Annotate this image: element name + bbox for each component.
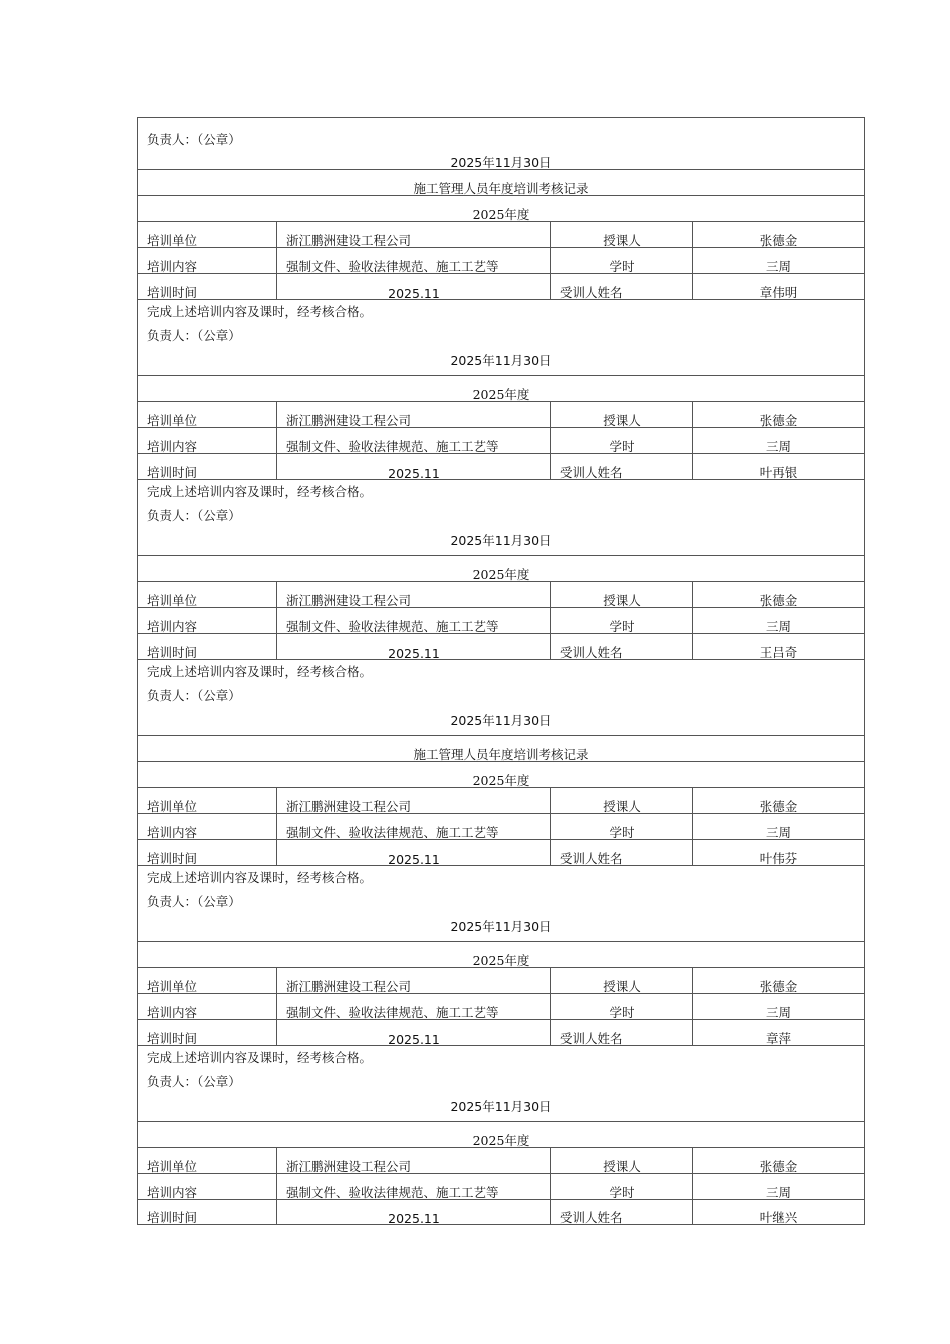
time-label: 培训时间 [147, 851, 198, 865]
training-record-document [137, 117, 865, 1225]
unit-label-cell [138, 968, 276, 993]
teacher-value: 张德金 [759, 799, 798, 813]
content-label: 培训内容 [147, 825, 198, 839]
training-record [137, 555, 865, 735]
trainee-label: 受训人姓名 [560, 1031, 623, 1045]
content-label-cell [138, 608, 276, 633]
record-year: 2025年度 [472, 1133, 530, 1148]
hours-value: 三周 [765, 619, 791, 633]
year-row [137, 375, 865, 401]
hours-label-cell [550, 428, 693, 453]
content-value: 强制文件、验收法律规范、施工工艺等 [286, 259, 499, 273]
record-title: 施工管理人员年度培训考核记录 [413, 181, 589, 196]
responsible-label: 负责人：（公章） [147, 688, 241, 703]
teacher-label-cell [550, 788, 693, 813]
unit-label: 培训单位 [147, 1159, 198, 1173]
time-value: 2025.11 [388, 852, 440, 865]
unit-label: 培训单位 [147, 979, 198, 993]
trainee-label-cell [550, 274, 693, 299]
trainee-label-cell [550, 634, 693, 659]
hours-label: 学时 [609, 1005, 635, 1019]
completion-row [137, 299, 865, 375]
time-label-cell [138, 1200, 276, 1224]
content-label-cell [138, 248, 276, 273]
unit-label: 培训单位 [147, 413, 198, 427]
year-row [137, 195, 865, 221]
content-row [137, 1173, 865, 1199]
record-year: 2025年度 [472, 953, 530, 968]
time-value-cell [276, 634, 551, 659]
unit-value: 浙江鹏洲建设工程公司 [286, 799, 412, 813]
hours-label-cell [550, 248, 693, 273]
record-year: 2025年度 [472, 207, 530, 222]
content-label-cell [138, 814, 276, 839]
teacher-label: 授课人 [603, 979, 641, 993]
record-year: 2025年度 [472, 773, 530, 788]
trainee-name: 章萍 [765, 1031, 791, 1045]
teacher-value: 张德金 [759, 233, 798, 247]
trainee-name: 叶伟芬 [759, 851, 798, 865]
teacher-label-cell [550, 968, 693, 993]
trainee-label: 受训人姓名 [560, 465, 623, 479]
teacher-label-cell [550, 402, 693, 427]
hours-value-cell [692, 428, 864, 453]
content-row [137, 813, 865, 839]
unit-value: 浙江鹏洲建设工程公司 [286, 593, 412, 607]
teacher-value-cell [692, 1148, 864, 1173]
hours-value: 三周 [765, 439, 791, 453]
time-label: 培训时间 [147, 645, 198, 659]
content-row [137, 993, 865, 1019]
trainee-name-cell [692, 840, 864, 865]
unit-value-cell [276, 1148, 551, 1173]
time-label: 培训时间 [147, 1031, 198, 1045]
content-value-cell [276, 248, 551, 273]
hours-label: 学时 [609, 259, 635, 273]
hours-value: 三周 [765, 259, 791, 273]
year-row [137, 1121, 865, 1147]
content-value: 强制文件、验收法律规范、施工工艺等 [286, 1185, 499, 1199]
content-label-cell [138, 428, 276, 453]
completion-text: 完成上述培训内容及课时，经考核合格。 [147, 870, 373, 885]
hours-label: 学时 [609, 1185, 635, 1199]
trainee-name: 叶继兴 [759, 1210, 798, 1224]
time-label: 培训时间 [147, 465, 198, 479]
trainee-label-cell [550, 454, 693, 479]
completion-text: 完成上述培训内容及课时，经考核合格。 [147, 664, 373, 679]
content-value: 强制文件、验收法律规范、施工工艺等 [286, 1005, 499, 1019]
unit-value-cell [276, 788, 551, 813]
teacher-label-cell [550, 582, 693, 607]
unit-label: 培训单位 [147, 799, 198, 813]
content-row [137, 607, 865, 633]
content-value: 强制文件、验收法律规范、施工工艺等 [286, 439, 499, 453]
content-value: 强制文件、验收法律规范、施工工艺等 [286, 619, 499, 633]
time-value: 2025.11 [388, 1211, 440, 1224]
unit-row [137, 221, 865, 247]
trainee-name-cell [692, 1020, 864, 1045]
hours-value: 三周 [765, 825, 791, 839]
record-title: 施工管理人员年度培训考核记录 [413, 747, 589, 762]
record-year: 2025年度 [472, 387, 530, 402]
unit-row [137, 581, 865, 607]
hours-value-cell [692, 248, 864, 273]
teacher-value-cell [692, 968, 864, 993]
hours-value-cell [692, 608, 864, 633]
time-value-cell [276, 1200, 551, 1224]
completion-text: 完成上述培训内容及课时，经考核合格。 [147, 1050, 373, 1065]
time-value: 2025.11 [388, 286, 440, 299]
hours-value: 三周 [765, 1005, 791, 1019]
trainee-name-cell [692, 1200, 864, 1224]
unit-label: 培训单位 [147, 593, 198, 607]
hours-value-cell [692, 1174, 864, 1199]
teacher-value-cell [692, 222, 864, 247]
content-label-cell [138, 1174, 276, 1199]
completion-row [137, 479, 865, 555]
unit-label: 培训单位 [147, 233, 198, 247]
unit-row [137, 1147, 865, 1173]
time-value-cell [276, 454, 551, 479]
sign-date: 2025年11月30日 [450, 1099, 552, 1114]
teacher-label: 授课人 [603, 799, 641, 813]
teacher-label-cell [550, 222, 693, 247]
trainee-label: 受训人姓名 [560, 645, 623, 659]
hours-label: 学时 [609, 825, 635, 839]
teacher-value-cell [692, 582, 864, 607]
trainee-name: 章伟明 [759, 285, 798, 299]
teacher-value-cell [692, 402, 864, 427]
time-label: 培训时间 [147, 1210, 198, 1224]
time-value: 2025.11 [388, 1032, 440, 1045]
trainee-label-cell [550, 840, 693, 865]
teacher-label: 授课人 [603, 233, 641, 247]
hours-label-cell [550, 1174, 693, 1199]
content-row [137, 427, 865, 453]
hours-label-cell [550, 814, 693, 839]
year-row [137, 761, 865, 787]
content-value-cell [276, 1174, 551, 1199]
unit-label-cell [138, 402, 276, 427]
training-record [137, 375, 865, 555]
content-value-cell [276, 994, 551, 1019]
time-row [137, 839, 865, 865]
time-row [137, 633, 865, 659]
responsible-label: 负责人：（公章） [147, 1074, 241, 1089]
time-label-cell [138, 840, 276, 865]
time-row [137, 1019, 865, 1045]
unit-value: 浙江鹏洲建设工程公司 [286, 979, 412, 993]
completion-row [137, 865, 865, 941]
hours-value-cell [692, 814, 864, 839]
teacher-value-cell [692, 788, 864, 813]
content-value: 强制文件、验收法律规范、施工工艺等 [286, 825, 499, 839]
responsible-label: 负责人：（公章） [147, 508, 241, 523]
content-label: 培训内容 [147, 259, 198, 273]
unit-value: 浙江鹏洲建设工程公司 [286, 1159, 412, 1173]
teacher-label: 授课人 [603, 593, 641, 607]
hours-label-cell [550, 608, 693, 633]
year-row [137, 555, 865, 581]
unit-row [137, 787, 865, 813]
training-record [137, 195, 865, 375]
trainee-name-cell [692, 274, 864, 299]
responsible-label: 负责人：（公章） [147, 132, 241, 147]
unit-value: 浙江鹏洲建设工程公司 [286, 233, 412, 247]
completion-text: 完成上述培训内容及课时，经考核合格。 [147, 484, 373, 499]
hours-label-cell [550, 994, 693, 1019]
trainee-name-cell [692, 634, 864, 659]
hours-value-cell [692, 994, 864, 1019]
teacher-label: 授课人 [603, 1159, 641, 1173]
sign-date: 2025年11月30日 [450, 533, 552, 548]
unit-label-cell [138, 582, 276, 607]
unit-value-cell [276, 968, 551, 993]
teacher-value: 张德金 [759, 593, 798, 607]
content-label: 培训内容 [147, 439, 198, 453]
unit-label-cell [138, 222, 276, 247]
time-row [137, 453, 865, 479]
hours-label: 学时 [609, 439, 635, 453]
time-value-cell [276, 840, 551, 865]
trainee-label-cell [550, 1020, 693, 1045]
hours-label: 学时 [609, 619, 635, 633]
time-value: 2025.11 [388, 466, 440, 479]
time-label-cell [138, 274, 276, 299]
content-value-cell [276, 428, 551, 453]
trainee-name: 王吕奇 [759, 645, 798, 659]
trainee-label: 受训人姓名 [560, 1210, 623, 1224]
teacher-value: 张德金 [759, 413, 798, 427]
unit-label-cell [138, 1148, 276, 1173]
sign-date: 2025年11月30日 [450, 353, 552, 368]
sign-date: 2025年11月30日 [450, 919, 552, 934]
time-row [137, 273, 865, 299]
content-label: 培训内容 [147, 619, 198, 633]
trainee-label-cell [550, 1200, 693, 1224]
responsible-label: 负责人：（公章） [147, 328, 241, 343]
training-record [137, 1121, 865, 1225]
teacher-value: 张德金 [759, 1159, 798, 1173]
trainee-label: 受训人姓名 [560, 851, 623, 865]
time-value-cell [276, 274, 551, 299]
unit-row [137, 967, 865, 993]
top-signature-row [137, 117, 865, 169]
year-row [137, 941, 865, 967]
time-label-cell [138, 1020, 276, 1045]
time-label-cell [138, 634, 276, 659]
sign-date: 2025年11月30日 [450, 713, 552, 728]
trainee-name-cell [692, 454, 864, 479]
content-label: 培训内容 [147, 1005, 198, 1019]
time-label-cell [138, 454, 276, 479]
sign-date: 2025年11月30日 [450, 155, 552, 170]
hours-value: 三周 [765, 1185, 791, 1199]
trainee-name: 叶再银 [759, 465, 798, 479]
record-year: 2025年度 [472, 567, 530, 582]
records-container [137, 195, 865, 1225]
completion-row [137, 659, 865, 735]
content-value-cell [276, 608, 551, 633]
completion-text: 完成上述培训内容及课时，经考核合格。 [147, 304, 373, 319]
completion-row [137, 1045, 865, 1121]
time-value-cell [276, 1020, 551, 1045]
teacher-label: 授课人 [603, 413, 641, 427]
training-record [137, 941, 865, 1121]
responsible-label: 负责人：（公章） [147, 894, 241, 909]
title-row [137, 169, 865, 195]
unit-label-cell [138, 788, 276, 813]
content-label: 培训内容 [147, 1185, 198, 1199]
content-value-cell [276, 814, 551, 839]
teacher-label-cell [550, 1148, 693, 1173]
teacher-value: 张德金 [759, 979, 798, 993]
time-value: 2025.11 [388, 646, 440, 659]
unit-value: 浙江鹏洲建设工程公司 [286, 413, 412, 427]
content-row [137, 247, 865, 273]
trainee-label: 受训人姓名 [560, 285, 623, 299]
time-row [137, 1199, 865, 1225]
training-record [137, 735, 865, 941]
unit-value-cell [276, 582, 551, 607]
unit-row [137, 401, 865, 427]
unit-value-cell [276, 222, 551, 247]
time-label: 培训时间 [147, 285, 198, 299]
unit-value-cell [276, 402, 551, 427]
title-row [137, 735, 865, 761]
content-label-cell [138, 994, 276, 1019]
